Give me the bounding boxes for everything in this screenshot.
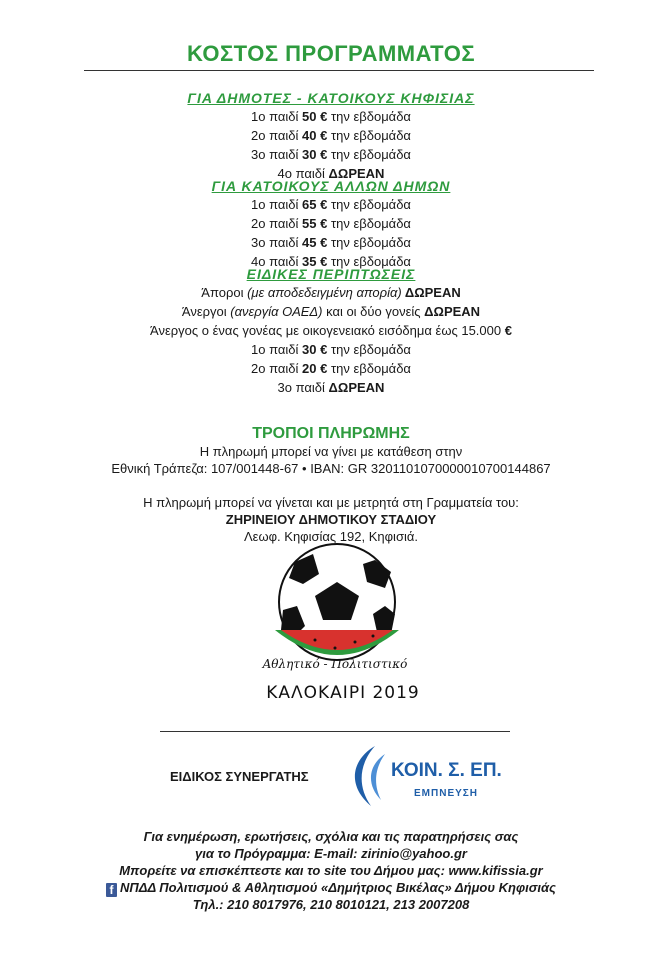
page-title: ΚΟΣΤΟΣ ΠΡΟΓΡΑΜΜΑΤΟΣ (186, 41, 476, 66)
price-list-residents (0, 107, 662, 183)
section-heading-residents: ΓΙΑ ΔΗΜΟΤΕΣ - ΚΑΤΟΙΚΟΥΣ ΚΗΦΙΣΙΑΣ (187, 90, 475, 106)
payment-heading: ΤΡΟΠΟΙ ΠΛΗΡΩΜΗΣ (252, 425, 410, 442)
price-line: 3ο παιδί ΔΩΡΕΑΝ (277, 380, 385, 395)
footer-phones: Τηλ.: 210 8017976, 210 8010121, 213 2007208 (192, 897, 470, 912)
payment-line: Η πληρωμή μπορεί να γίνει με κατάθεση στην (199, 444, 463, 459)
partner-tagline: ΕΜΠΝΕΥΣΗ (414, 788, 479, 799)
flame-swoosh-icon (345, 740, 395, 812)
price-line: 3ο παιδί 30 € την εβδομάδα (251, 147, 411, 162)
price-line: 1ο παιδί 65 € την εβδομάδα (251, 197, 411, 212)
price-line: 2ο παιδί 20 € την εβδομάδα (251, 361, 411, 376)
price-line: 4ο παιδί ΔΩΡΕΑΝ (277, 166, 385, 181)
price-line: Άνεργος ο ένας γονέας με οικογενειακό εισόδημα έως 15.000 € (150, 323, 512, 338)
logo-main-text: ΚΑΛΟΚΑΙΡΙ 2019 (266, 683, 420, 703)
price-list-other (0, 195, 662, 271)
bank-details: Εθνική Τράπεζα: 107/001448-67 • IBAN: GR 3201101070000010700144867 (111, 461, 551, 476)
partner-label: ΕΙΔΙΚΟΣ ΣΥΝΕΡΓΑΤΗΣ (170, 769, 309, 784)
price-line: 1ο παιδί 50 € την εβδομάδα (251, 109, 411, 124)
stadium-name: ΖΗΡΙΝΕΙΟΥ ΔΗΜΟΤΙΚΟΥ ΣΤΑΔΙΟΥ (225, 512, 437, 527)
footer-info: Για ενημέρωση, ερωτήσεις, σχόλια και τις παρατηρήσεις σας (143, 829, 519, 844)
address: Λεωφ. Κηφισίας 192, Κηφισιά. (244, 529, 418, 544)
logo-script-text: Αθλητικό - Πολιτιστικό (262, 657, 408, 671)
watermelon-slice-icon (281, 630, 393, 650)
price-line: 2ο παιδί 55 € την εβδομάδα (251, 216, 411, 231)
section-heading-other-municipalities: ΓΙΑ ΚΑΤΟΙΚΟΥΣ ΑΛΛΩΝ ΔΗΜΩΝ (211, 178, 451, 194)
partner-name: ΚΟΙΝ. Σ. ΕΠ. (391, 760, 502, 781)
footer-organization: f ΝΠΔΔ Πολιτισμού & Αθλητισμού «Δημήτριος Βικέλας» Δήμου Κηφισιάς (0, 879, 662, 897)
price-line: 1ο παιδί 30 € την εβδομάδα (251, 342, 411, 357)
price-line: Άποροι (με αποδεδειγμένη απορία) ΔΩΡΕΑΝ (201, 285, 461, 300)
partner-logo (345, 740, 505, 812)
facebook-icon[interactable]: f (106, 883, 117, 897)
payment-line: Η πληρωμή μπορεί να γίνεται και με μετρητά στη Γραμματεία του: (143, 495, 519, 510)
summer-program-logo (235, 540, 450, 715)
logo-divider (160, 731, 510, 732)
footer-website: Μπορείτε να επισκέπτεστε και το site του Δήμου μας: www.kifissia.gr (119, 863, 543, 878)
title-divider (84, 70, 594, 71)
section-heading-special-cases: ΕΙΔΙΚΕΣ ΠΕΡΙΠΤΩΣΕΙΣ (246, 266, 416, 282)
price-list-special (0, 283, 662, 397)
footer-email: για το Πρόγραμμα: E-mail: zirinio@yahoo.gr (195, 846, 467, 861)
price-line: 2ο παιδί 40 € την εβδομάδα (251, 128, 411, 143)
price-line: 4ο παιδί 35 € την εβδομάδα (251, 254, 411, 269)
price-line: Άνεργοι (ανεργία ΟΑΕΔ) και οι δύο γονείς ΔΩΡΕΑΝ (181, 304, 481, 319)
price-line: 3ο παιδί 45 € την εβδομάδα (251, 235, 411, 250)
